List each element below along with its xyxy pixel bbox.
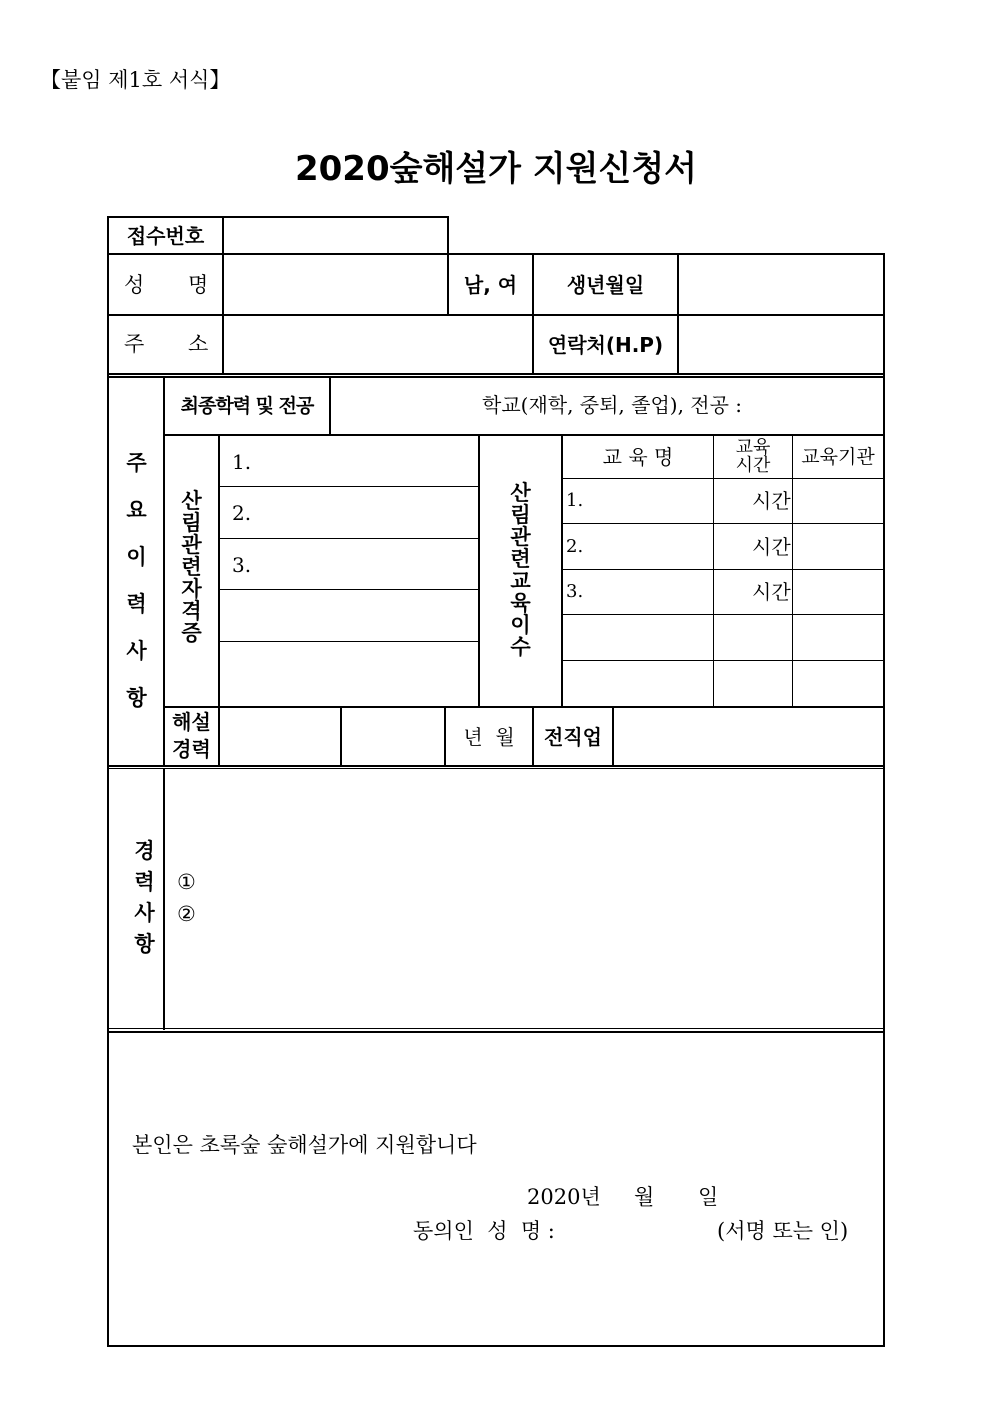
main-history-label <box>110 440 163 722</box>
vertical-label-char: 요 <box>126 498 147 522</box>
address-field[interactable] <box>224 316 532 373</box>
education-col <box>329 376 331 435</box>
vertical-label-char: 수 <box>510 635 531 659</box>
vertical-label-char: 력 <box>126 592 147 616</box>
vertical-label-char: 력 <box>134 870 155 894</box>
career-section-label <box>118 836 171 960</box>
previous-job-field[interactable] <box>614 709 883 765</box>
career-item-1[interactable]: ① <box>177 870 196 894</box>
license-row-2 <box>218 538 480 539</box>
previous-job-label: 전직업 <box>544 725 602 749</box>
license-item-3[interactable]: 3. <box>232 553 252 577</box>
training-row-3 <box>561 614 885 615</box>
contact-field[interactable] <box>679 316 883 373</box>
vertical-label-char: 경 <box>134 839 155 863</box>
education-value[interactable]: 학교(재학, 중퇴, 졸업), 전공 : <box>482 393 743 417</box>
declaration-day: 일 <box>698 1185 719 1209</box>
birth-date-label: 생년월일 <box>566 272 645 297</box>
training-label <box>480 482 561 658</box>
name-field[interactable] <box>224 255 447 314</box>
form-bottom-border <box>107 1345 885 1347</box>
address-label-1: 주 <box>124 332 145 356</box>
birth-date-field[interactable] <box>679 255 883 314</box>
signer-label: 동의인 성 명 : <box>413 1219 555 1243</box>
training-item-2[interactable]: 2. <box>566 536 584 557</box>
form-title: 2020숲해설가 지원신청서 <box>294 149 698 189</box>
vertical-label-char: 육 <box>510 591 531 615</box>
training-item-3[interactable]: 3. <box>566 581 584 602</box>
name-label-1: 성 <box>124 273 145 297</box>
license-row-3 <box>218 589 480 590</box>
vertical-label-char: 사 <box>126 639 147 663</box>
training-row-4 <box>561 660 885 661</box>
vertical-label-char: 주 <box>126 451 147 475</box>
declaration-year: 2020년 <box>527 1185 601 1209</box>
vertical-label-char: 사 <box>134 901 155 925</box>
guide-career-col-1 <box>340 707 342 766</box>
training-row-1 <box>561 523 885 524</box>
training-hours-3[interactable]: 시간 <box>752 580 791 604</box>
training-item-1[interactable]: 1. <box>566 490 584 511</box>
name-label-2: 명 <box>188 273 209 297</box>
training-hours-1[interactable]: 시간 <box>752 489 791 513</box>
receipt-number-label: 접수번호 <box>126 224 205 248</box>
training-header-hours: 교육 시간 <box>735 437 771 476</box>
career-top-2 <box>107 768 885 769</box>
license-col-left <box>218 435 220 766</box>
contact-label: 연락처(H.P) <box>547 332 664 357</box>
vertical-label-char: 항 <box>126 686 147 710</box>
declaration-statement: 본인은 초록숲 숲해설가에 지원합니다 <box>132 1133 477 1157</box>
license-row-4 <box>218 641 480 642</box>
vertical-label-char: 이 <box>510 613 531 637</box>
license-item-1[interactable]: 1. <box>232 450 252 474</box>
vertical-label-char: 격 <box>181 599 202 623</box>
vertical-label-char: 교 <box>510 569 531 593</box>
receipt-number-field[interactable] <box>224 218 447 254</box>
vertical-label-char: 련 <box>510 547 531 571</box>
table-right-border <box>883 253 885 1347</box>
table-left-border <box>107 253 109 1347</box>
signature-note[interactable]: (서명 또는 인) <box>717 1219 849 1243</box>
license-row-1 <box>218 486 480 487</box>
vertical-label-char: 관 <box>181 533 202 557</box>
training-row-2 <box>561 569 885 570</box>
declaration-top-1 <box>107 1028 885 1029</box>
vertical-label-char: 자 <box>181 577 202 601</box>
guide-career-year-month: 년 월 <box>463 725 515 749</box>
vertical-label-char: 증 <box>181 621 202 645</box>
training-hours-2[interactable]: 시간 <box>752 535 791 559</box>
vertical-label-char: 산 <box>181 489 202 513</box>
vertical-label-char: 관 <box>510 525 531 549</box>
career-top-1 <box>107 765 885 767</box>
vertical-label-char: 림 <box>181 511 202 535</box>
vertical-label-char: 림 <box>510 503 531 527</box>
career-item-2[interactable]: ② <box>177 902 196 926</box>
license-label <box>165 490 218 644</box>
attachment-label: 【붙임 제1호 서식】 <box>40 68 231 92</box>
education-label: 최종학력 및 전공 <box>180 394 314 417</box>
license-item-2[interactable]: 2. <box>232 501 252 525</box>
vertical-label-char: 이 <box>126 545 147 569</box>
receipt-box-right <box>447 216 449 254</box>
address-label-2: 소 <box>188 332 209 356</box>
declaration-top-2 <box>107 1031 885 1033</box>
gender-label[interactable]: 남, 여 <box>463 272 518 297</box>
guide-career-label: 해설 경력 <box>172 710 211 761</box>
declaration-month: 월 <box>634 1185 655 1209</box>
vertical-label-char: 산 <box>510 481 531 505</box>
signer-name-field[interactable] <box>590 1216 710 1246</box>
training-header-name: 교 육 명 <box>602 445 674 469</box>
guide-career-row-top <box>163 706 885 708</box>
vertical-label-char: 련 <box>181 555 202 579</box>
training-row-header <box>561 478 885 479</box>
training-header-institution: 교육기관 <box>801 445 875 468</box>
vertical-label-char: 항 <box>134 932 155 956</box>
